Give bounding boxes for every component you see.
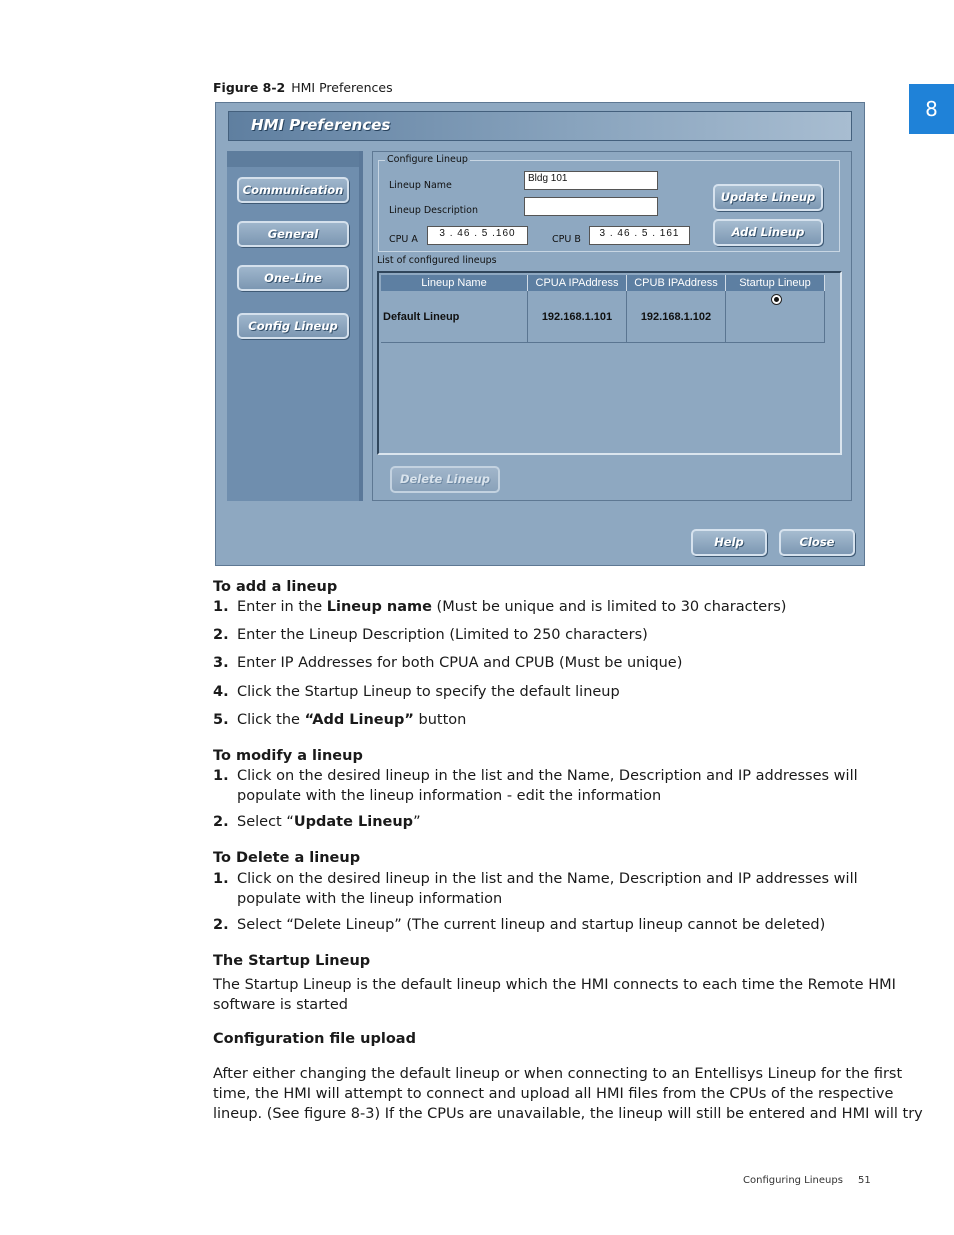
column-header-startup-lineup[interactable]: Startup Lineup (726, 275, 825, 291)
lineup-description-label: Lineup Description (389, 205, 478, 216)
delete-lineup-heading: To Delete a lineup (213, 850, 361, 866)
row-lineup-name[interactable]: Default Lineup (381, 291, 528, 343)
figure-caption (213, 80, 393, 95)
lineup-list (377, 271, 842, 455)
help-button[interactable]: Help (691, 529, 767, 556)
modify-step-1-line-2: populate with the lineup information - edit the information (237, 788, 662, 804)
cpu-b-label: CPU B (552, 234, 581, 245)
configure-lineup-legend: Configure Lineup (387, 154, 468, 165)
step-number: 1. (213, 599, 229, 615)
window-titlebar (228, 111, 852, 141)
step-number: 2. (213, 627, 229, 643)
close-button[interactable]: Close (779, 529, 855, 556)
startup-paragraph-line-1: The Startup Lineup is the default lineup which the HMI connects to each time the Remote HMI (213, 977, 896, 993)
add-lineup-button[interactable]: Add Lineup (713, 219, 823, 246)
modify-lineup-heading: To modify a lineup (213, 748, 363, 764)
nav-panel (227, 151, 363, 501)
add-lineup-heading: To add a lineup (213, 579, 338, 595)
config-lineup-panel (372, 151, 852, 501)
row-startup-lineup[interactable] (726, 291, 825, 343)
lineup-name-field[interactable]: Bldg 101 (524, 171, 658, 190)
step-number: 1. (213, 768, 229, 784)
add-step-2: Enter the Lineup Description (Limited to 250 characters) (237, 627, 648, 643)
step-number: 4. (213, 684, 229, 700)
startup-lineup-heading: The Startup Lineup (213, 953, 371, 969)
update-lineup-button[interactable]: Update Lineup (713, 184, 823, 211)
communication-button[interactable]: Communication (237, 177, 349, 203)
add-step-3: Enter IP Addresses for both CPUA and CPUB (Must be unique) (237, 655, 683, 671)
upload-paragraph-line-1: After either changing the default lineup or when connecting to an Entellisys Lineup for the first (213, 1066, 903, 1082)
add-step-1: Enter in the Lineup name (Must be unique and is limited to 30 characters) (237, 599, 787, 615)
modify-step-2: Select “Update Lineup” (237, 814, 421, 830)
one-line-button[interactable]: One-Line (237, 265, 349, 291)
delete-step-2: Select “Delete Lineup” (The current lineup and startup lineup cannot be deleted) (237, 917, 826, 933)
figure-title: HMI Preferences (291, 80, 393, 95)
upload-heading: Configuration file upload (213, 1031, 416, 1047)
delete-lineup-button[interactable]: Delete Lineup (390, 466, 500, 493)
column-header-cpua-ip[interactable]: CPUA IPAddress (528, 275, 627, 291)
general-button[interactable]: General (237, 221, 349, 247)
step-number: 3. (213, 655, 229, 671)
step-number: 5. (213, 712, 229, 728)
configure-lineup-group (378, 154, 840, 252)
column-header-cpub-ip[interactable]: CPUB IPAddress (627, 275, 726, 291)
startup-paragraph-line-2: software is started (213, 997, 348, 1013)
step-number: 2. (213, 814, 229, 830)
upload-paragraph-line-2: time, the HMI will attempt to connect and upload all HMI files from the CPUs of the respective (213, 1086, 894, 1102)
nav-panel-header (227, 151, 359, 167)
lineup-description-field[interactable] (524, 197, 658, 216)
row-cpub-ip[interactable]: 192.168.1.102 (627, 291, 726, 343)
add-step-4: Click the Startup Lineup to specify the default lineup (237, 684, 620, 700)
column-header-lineup-name[interactable]: Lineup Name (381, 275, 528, 291)
chapter-tab: 8 (909, 84, 954, 134)
step-number: 2. (213, 917, 229, 933)
figure-label: Figure 8-2 (213, 80, 286, 95)
modify-step-1-line-1: Click on the desired lineup in the list and the Name, Description and IP addresses will (237, 768, 858, 784)
page-number: 51 (858, 1175, 871, 1186)
delete-step-1-line-1: Click on the desired lineup in the list and the Name, Description and IP addresses will (237, 871, 858, 887)
delete-step-1-line-2: populate with the lineup information (237, 891, 503, 907)
cpu-a-label: CPU A (389, 234, 418, 245)
window-title: HMI Preferences (251, 116, 391, 134)
step-number: 1. (213, 871, 229, 887)
startup-radio-selected[interactable] (771, 294, 782, 305)
upload-paragraph-line-3: lineup. (See figure 8-3) If the CPUs are unavailable, the lineup will still be entered and HMI will try (213, 1106, 923, 1122)
row-cpua-ip[interactable]: 192.168.1.101 (528, 291, 627, 343)
footer-section-title: Configuring Lineups (743, 1175, 843, 1186)
cpu-b-ip-field[interactable]: 3 . 46 . 5 . 161 (589, 226, 690, 245)
config-lineup-button[interactable]: Config Lineup (237, 313, 349, 339)
lineup-list-label: List of configured lineups (377, 255, 497, 266)
add-step-5: Click the “Add Lineup” button (237, 712, 467, 728)
cpu-a-ip-field[interactable]: 3 . 46 . 5 .160 (427, 226, 528, 245)
lineup-name-label: Lineup Name (389, 180, 452, 191)
hmi-preferences-window (215, 102, 865, 566)
